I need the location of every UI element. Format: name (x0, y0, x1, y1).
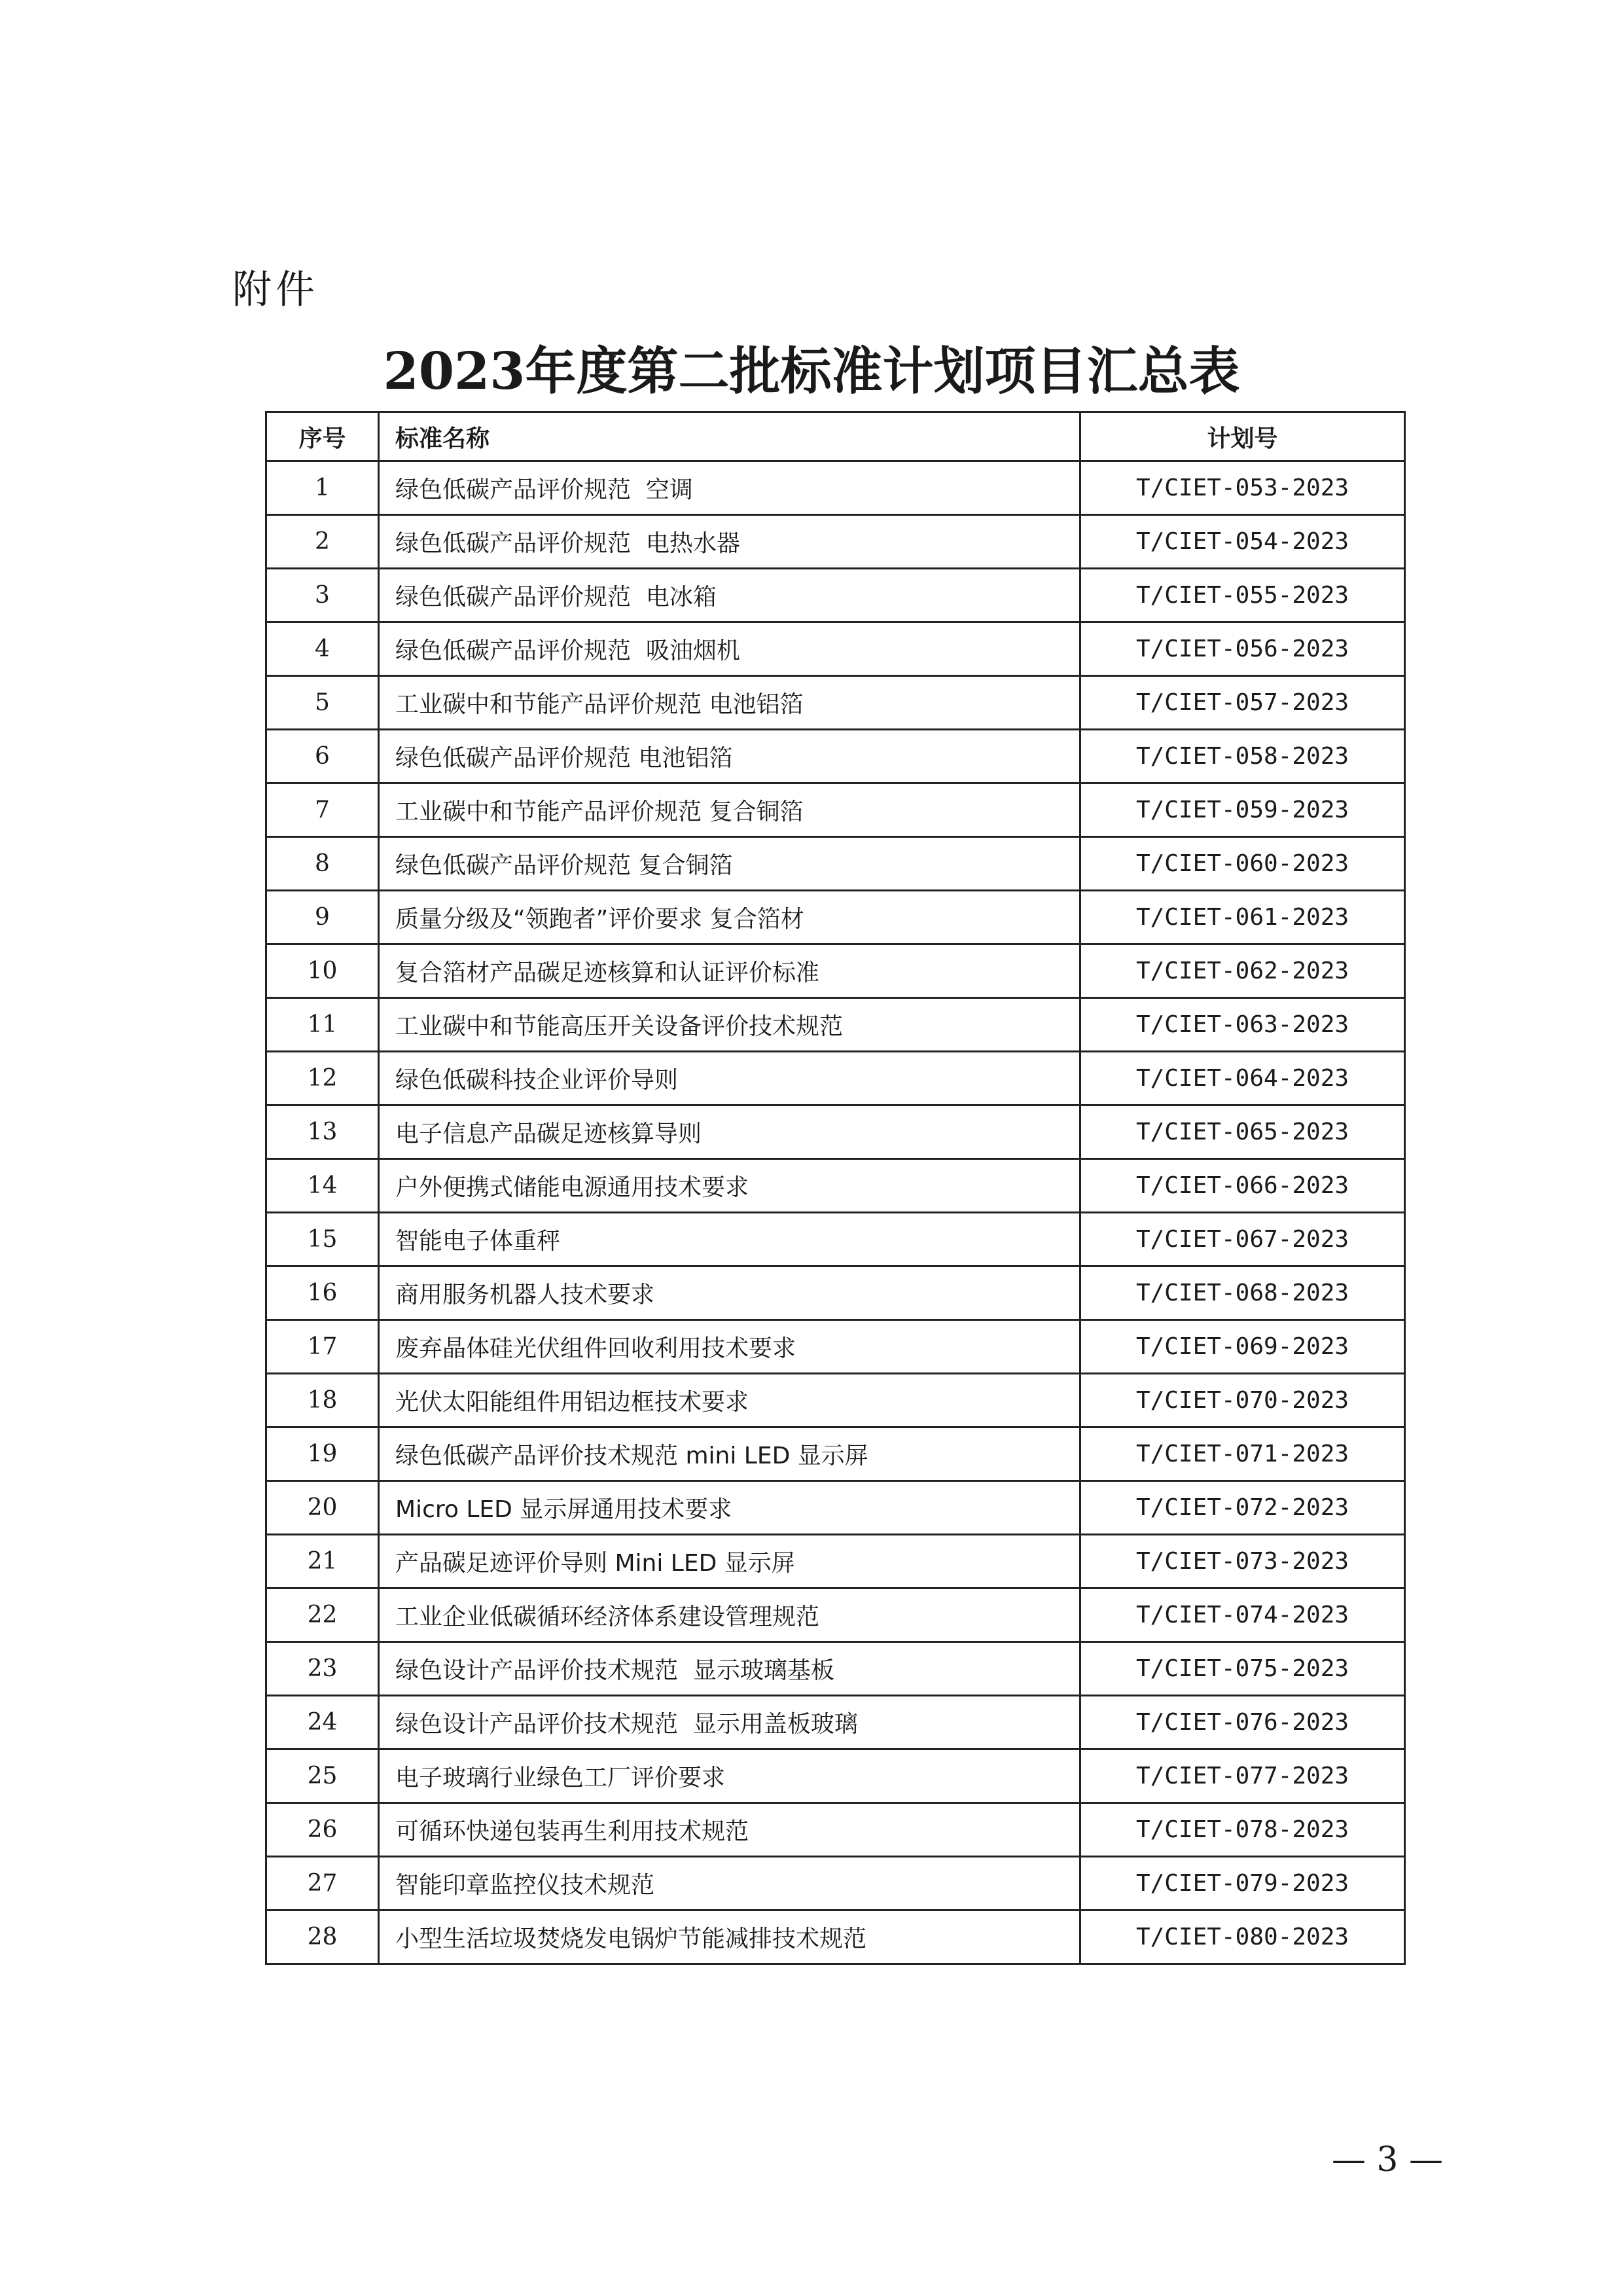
row-plan-number: T/CIET-064-2023 (1080, 1052, 1405, 1105)
table-row (266, 1642, 1405, 1696)
row-plan-number: T/CIET-065-2023 (1080, 1105, 1405, 1159)
row-index: 18 (266, 1374, 379, 1427)
row-standard-name: 可循环快递包装再生利用技术规范 (379, 1803, 1080, 1857)
row-index: 16 (266, 1266, 379, 1320)
table-row (266, 891, 1405, 944)
table-row (266, 1535, 1405, 1588)
row-plan-number: T/CIET-079-2023 (1080, 1857, 1405, 1910)
table-row (266, 1320, 1405, 1374)
row-index: 11 (266, 998, 379, 1052)
table-row (266, 1159, 1405, 1213)
row-index: 21 (266, 1535, 379, 1588)
standards-plan-table (265, 411, 1406, 1965)
row-standard-name: 绿色设计产品评价技术规范 显示玻璃基板 (379, 1642, 1080, 1696)
row-index: 15 (266, 1213, 379, 1266)
row-plan-number: T/CIET-062-2023 (1080, 944, 1405, 998)
row-standard-name: 工业碳中和节能产品评价规范 复合铜箔 (379, 783, 1080, 837)
row-standard-name: 绿色低碳产品评价规范 复合铜箔 (379, 837, 1080, 891)
row-plan-number: T/CIET-061-2023 (1080, 891, 1405, 944)
row-index: 1 (266, 461, 379, 515)
row-plan-number: T/CIET-054-2023 (1080, 515, 1405, 569)
row-plan-number: T/CIET-067-2023 (1080, 1213, 1405, 1266)
table-row (266, 1266, 1405, 1320)
row-standard-name: 复合箔材产品碳足迹核算和认证评价标准 (379, 944, 1080, 998)
row-index: 26 (266, 1803, 379, 1857)
column-header-index: 序号 (266, 412, 379, 461)
row-index: 28 (266, 1910, 379, 1964)
row-plan-number: T/CIET-058-2023 (1080, 730, 1405, 783)
table-row (266, 730, 1405, 783)
row-standard-name: 电子玻璃行业绿色工厂评价要求 (379, 1749, 1080, 1803)
row-index: 19 (266, 1427, 379, 1481)
row-index: 23 (266, 1642, 379, 1696)
table-row (266, 1105, 1405, 1159)
row-standard-name: 绿色设计产品评价技术规范 显示用盖板玻璃 (379, 1696, 1080, 1749)
row-plan-number: T/CIET-074-2023 (1080, 1588, 1405, 1642)
row-standard-name: 绿色低碳产品评价规范 空调 (379, 461, 1080, 515)
row-index: 6 (266, 730, 379, 783)
row-plan-number: T/CIET-063-2023 (1080, 998, 1405, 1052)
row-standard-name: 产品碳足迹评价导则 Mini LED 显示屏 (379, 1535, 1080, 1588)
row-plan-number: T/CIET-055-2023 (1080, 569, 1405, 622)
page-number: — 3 — (1331, 2140, 1443, 2179)
row-standard-name: 电子信息产品碳足迹核算导则 (379, 1105, 1080, 1159)
row-standard-name: 智能电子体重秤 (379, 1213, 1080, 1266)
row-index: 14 (266, 1159, 379, 1213)
row-plan-number: T/CIET-070-2023 (1080, 1374, 1405, 1427)
row-index: 20 (266, 1481, 379, 1535)
table-row (266, 1803, 1405, 1857)
row-plan-number: T/CIET-053-2023 (1080, 461, 1405, 515)
table-row (266, 1588, 1405, 1642)
table-row (266, 1910, 1405, 1964)
row-plan-number: T/CIET-073-2023 (1080, 1535, 1405, 1588)
table-row (266, 515, 1405, 569)
page-title: 2023年度第二批标准计划项目汇总表 (383, 342, 1240, 401)
table-row (266, 1374, 1405, 1427)
row-index: 5 (266, 676, 379, 730)
row-plan-number: T/CIET-059-2023 (1080, 783, 1405, 837)
row-plan-number: T/CIET-060-2023 (1080, 837, 1405, 891)
row-plan-number: T/CIET-078-2023 (1080, 1803, 1405, 1857)
row-standard-name: 商用服务机器人技术要求 (379, 1266, 1080, 1320)
row-standard-name: 户外便携式储能电源通用技术要求 (379, 1159, 1080, 1213)
row-plan-number: T/CIET-071-2023 (1080, 1427, 1405, 1481)
attachment-label: 附件 (232, 267, 319, 313)
table-row (266, 1857, 1405, 1910)
row-index: 3 (266, 569, 379, 622)
row-standard-name: 绿色低碳科技企业评价导则 (379, 1052, 1080, 1105)
table-row (266, 1427, 1405, 1481)
row-standard-name: 智能印章监控仪技术规范 (379, 1857, 1080, 1910)
row-standard-name: 光伏太阳能组件用铝边框技术要求 (379, 1374, 1080, 1427)
row-standard-name: 绿色低碳产品评价规范 吸油烟机 (379, 622, 1080, 676)
row-plan-number: T/CIET-080-2023 (1080, 1910, 1405, 1964)
row-index: 9 (266, 891, 379, 944)
row-standard-name: 绿色低碳产品评价技术规范 mini LED 显示屏 (379, 1427, 1080, 1481)
column-header-code: 计划号 (1080, 412, 1405, 461)
table-row (266, 1749, 1405, 1803)
table-row (266, 1052, 1405, 1105)
table-row (266, 837, 1405, 891)
table-header-row (266, 412, 1405, 461)
table-body (266, 461, 1405, 1964)
row-index: 10 (266, 944, 379, 998)
row-plan-number: T/CIET-056-2023 (1080, 622, 1405, 676)
row-plan-number: T/CIET-075-2023 (1080, 1642, 1405, 1696)
row-standard-name: 绿色低碳产品评价规范 电冰箱 (379, 569, 1080, 622)
column-header-name: 标准名称 (379, 412, 1080, 461)
row-index: 13 (266, 1105, 379, 1159)
row-index: 7 (266, 783, 379, 837)
row-standard-name: 质量分级及“领跑者”评价要求 复合箔材 (379, 891, 1080, 944)
row-index: 4 (266, 622, 379, 676)
row-index: 24 (266, 1696, 379, 1749)
row-plan-number: T/CIET-068-2023 (1080, 1266, 1405, 1320)
row-standard-name: 工业碳中和节能产品评价规范 电池铝箔 (379, 676, 1080, 730)
row-index: 8 (266, 837, 379, 891)
table-row (266, 1481, 1405, 1535)
row-plan-number: T/CIET-076-2023 (1080, 1696, 1405, 1749)
row-index: 2 (266, 515, 379, 569)
row-plan-number: T/CIET-057-2023 (1080, 676, 1405, 730)
row-index: 17 (266, 1320, 379, 1374)
table-row (266, 998, 1405, 1052)
row-standard-name: 工业碳中和节能高压开关设备评价技术规范 (379, 998, 1080, 1052)
row-index: 25 (266, 1749, 379, 1803)
table-row (266, 461, 1405, 515)
table-row (266, 783, 1405, 837)
row-index: 27 (266, 1857, 379, 1910)
table-row (266, 944, 1405, 998)
row-index: 22 (266, 1588, 379, 1642)
row-standard-name: 绿色低碳产品评价规范 电池铝箔 (379, 730, 1080, 783)
row-index: 12 (266, 1052, 379, 1105)
row-plan-number: T/CIET-072-2023 (1080, 1481, 1405, 1535)
row-standard-name: 工业企业低碳循环经济体系建设管理规范 (379, 1588, 1080, 1642)
table-row (266, 1696, 1405, 1749)
row-standard-name: 绿色低碳产品评价规范 电热水器 (379, 515, 1080, 569)
row-plan-number: T/CIET-069-2023 (1080, 1320, 1405, 1374)
table-row (266, 569, 1405, 622)
table-row (266, 676, 1405, 730)
row-plan-number: T/CIET-077-2023 (1080, 1749, 1405, 1803)
row-plan-number: T/CIET-066-2023 (1080, 1159, 1405, 1213)
row-standard-name: 废弃晶体硅光伏组件回收利用技术要求 (379, 1320, 1080, 1374)
row-standard-name: 小型生活垃圾焚烧发电锅炉节能减排技术规范 (379, 1910, 1080, 1964)
table-row (266, 622, 1405, 676)
row-standard-name: Micro LED 显示屏通用技术要求 (379, 1481, 1080, 1535)
table-row (266, 1213, 1405, 1266)
